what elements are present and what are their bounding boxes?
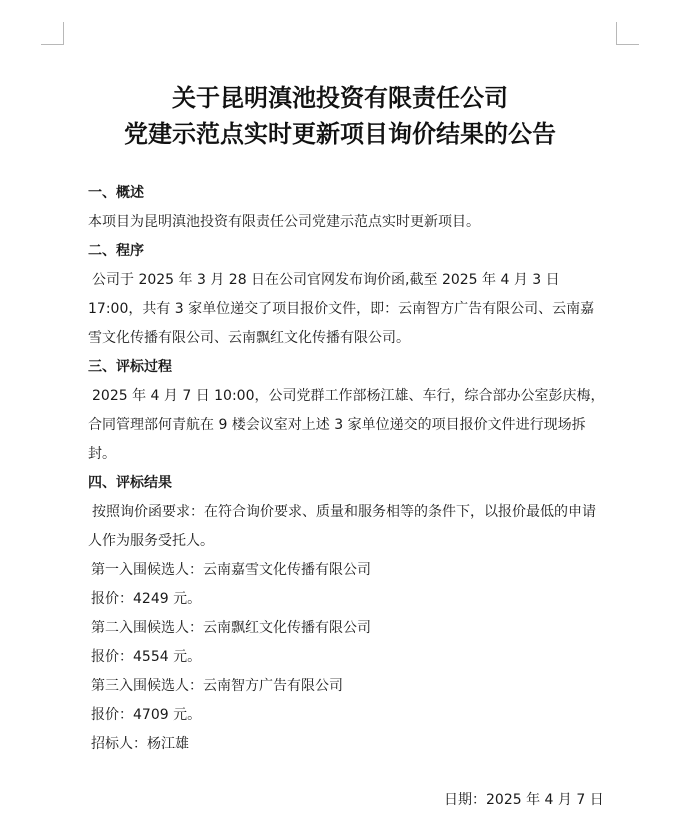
tenderer: 招标人：杨江雄 [91,736,189,752]
section-heading-result: 四、评标结果 [88,475,172,491]
title-line-1: 关于昆明滇池投资有限责任公司 [172,83,508,112]
third-candidate: 第三入围候选人：云南智方广告有限公司 [91,678,343,694]
section-heading-overview: 一、概述 [88,185,144,201]
procedure-paragraph: 公司于 2025 年 3 月 28 日在公司官网发布询价函,截至 2025 年 4 月 3 日 17:00，共有 3 家单位递交了项目报价文件，即：云南智方广告有限公司、云南嘉雪文化传播有限公司、云南飘红文化传播有限公司。 [88,272,595,346]
third-candidate-price: 报价：4709 元。 [91,707,202,723]
overview-paragraph: 本项目为昆明滇池投资有限责任公司党建示范点实时更新项目。 [88,214,480,230]
second-candidate: 第二入围候选人：云南飘红文化传播有限公司 [91,620,371,636]
section-heading-procedure: 二、程序 [88,243,144,259]
crop-mark-top-right [616,22,639,45]
title-line-2: 党建示范点实时更新项目询价结果的公告 [124,119,556,148]
document-title [0,80,680,152]
first-candidate: 第一入围候选人：云南嘉雪文化传播有限公司 [91,562,371,578]
announcement-date: 日期：2025 年 4 月 7 日 [444,792,604,808]
document-body [88,179,608,759]
section-heading-evaluation: 三、评标过程 [88,359,172,375]
first-candidate-price: 报价：4249 元。 [91,591,202,607]
crop-mark-top-left [41,22,64,45]
evaluation-paragraph: 2025 年 4 月 7 日 10:00，公司党群工作部杨江雄、车行，综合部办公室彭庆梅，合同管理部何青航在 9 楼会议室对上述 3 家单位递交的项目报价文件进行现场拆封。 [88,388,605,462]
result-paragraph: 按照询价函要求：在符合询价要求、质量和服务相等的条件下，以报价最低的申请人作为服务受托人。 [88,504,596,549]
second-candidate-price: 报价：4554 元。 [91,649,202,665]
